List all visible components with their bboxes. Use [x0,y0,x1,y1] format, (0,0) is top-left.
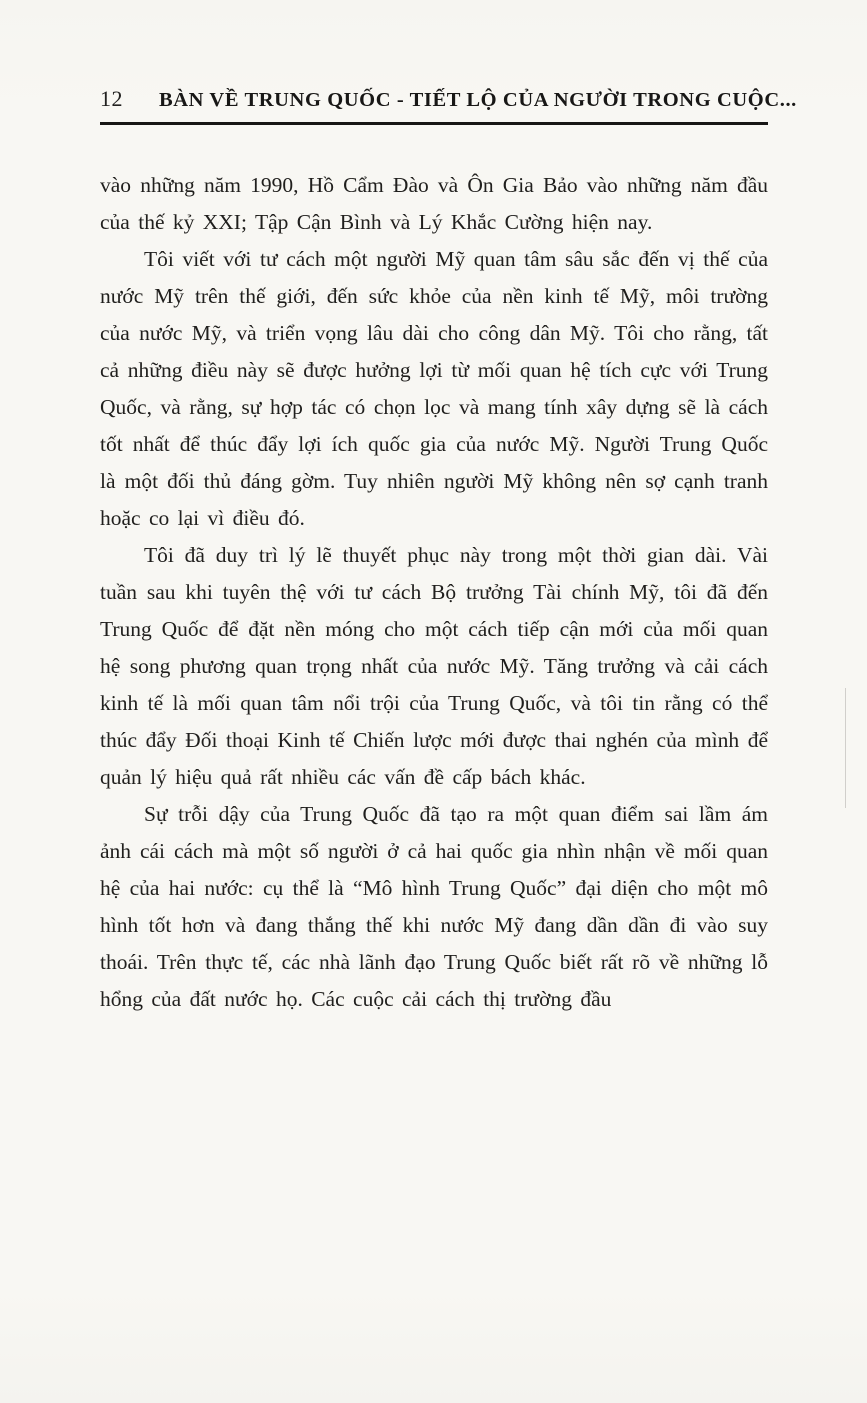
header-rule [100,122,768,125]
paragraph: Tôi đã duy trì lý lẽ thuyết phục này trong một thời gian dài. Vài tuần sau khi tuyên thệ với tư cách Bộ trưởng Tài chính Mỹ, tôi đã đến Trung Quốc để đặt nền móng cho một cách tiếp cận mới của mối quan hệ song phương quan trọng nhất của nước Mỹ. Tăng trưởng và cải cách kinh tế là mối quan tâm nổi trội của Trung Quốc, và tôi tin rằng có thể thúc đẩy Đối thoại Kinh tế Chiến lược mới được thai nghén của mình để quản lý hiệu quả rất nhiều các vấn đề cấp bách khác. [100,543,768,789]
paragraph: Tôi viết với tư cách một người Mỹ quan tâm sâu sắc đến vị thế của nước Mỹ trên thế giới, đến sức khỏe của nền kinh tế Mỹ, môi trường của nước Mỹ, và triển vọng lâu dài cho công dân Mỹ. Tôi cho rằng, tất cả những điều này sẽ được hưởng lợi từ mối quan hệ tích cực với Trung Quốc, và rằng, sự hợp tác có chọn lọc và mang tính xây dựng sẽ là cách tốt nhất để thúc đẩy lợi ích quốc gia của nước Mỹ. Người Trung Quốc là một đối thủ đáng gờm. Tuy nhiên người Mỹ không nên sợ cạnh tranh hoặc co lại vì điều đó. [100,247,768,530]
paragraph-continuation: vào những năm 1990, Hồ Cẩm Đào và Ôn Gia Bảo vào những năm đầu của thế kỷ XXI; Tập Cận Bình và Lý Khắc Cường hiện nay. [100,173,768,234]
body-text [100,167,768,1018]
paragraph: Sự trỗi dậy của Trung Quốc đã tạo ra một quan điểm sai lầm ám ảnh cái cách mà một số người ở cả hai quốc gia nhìn nhận về mối quan hệ của hai nước: cụ thể là “Mô hình Trung Quốc” đại diện cho một mô hình tốt hơn và đang thắng thế khi nước Mỹ đang dần dần đi vào suy thoái. Trên thực tế, các nhà lãnh đạo Trung Quốc biết rất rõ về những lỗ hổng của đất nước họ. Các cuộc cải cách thị trường đầu [100,802,768,1011]
page-content [100,86,797,1018]
running-head-title: BÀN VỀ TRUNG QUỐC - TIẾT LỘ CỦA NGƯỜI TRONG CUỘC... [159,89,797,111]
page-header [100,86,797,112]
scan-artifact-line [845,688,846,808]
page-number: 12 [100,86,123,111]
